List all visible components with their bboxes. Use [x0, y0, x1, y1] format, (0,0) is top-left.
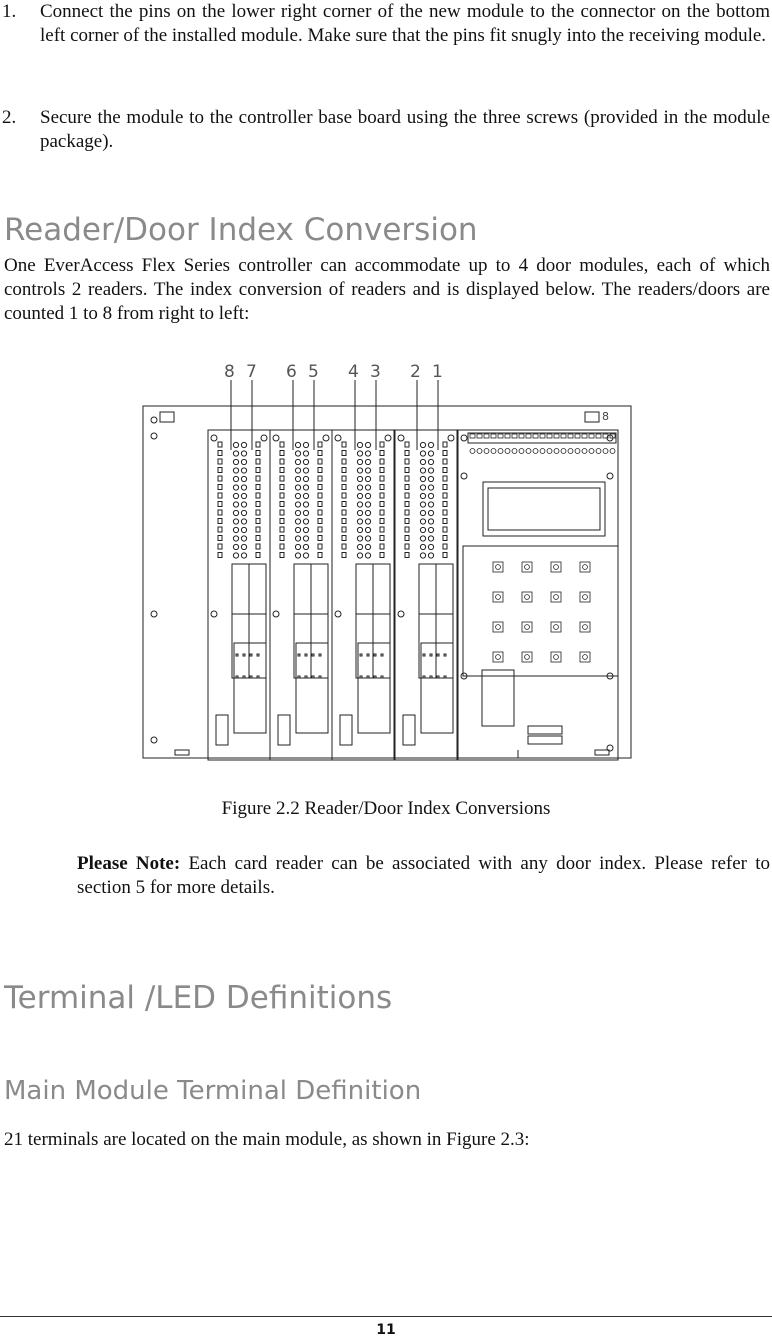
- terminal-led-heading: Terminal /LED Definitions: [4, 980, 393, 1016]
- index-label-7: 7: [246, 362, 257, 382]
- index-label-5: 5: [308, 362, 319, 382]
- main-module-body: 21 terminals are located on the main module, as shown in Figure 2.3:: [4, 1129, 530, 1150]
- step-text: Connect the pins on the lower right corner of the new module to the connector on the bottom left corner of the installed module. Make sure that the pins fit snugly into the receiving module.: [40, 1, 770, 46]
- corner-label: 8: [602, 410, 609, 423]
- step-text: Secure the module to the controller base board using the three screws (provided in the module package).: [40, 107, 770, 152]
- page-number: 11: [376, 1322, 396, 1338]
- step-number: 1.: [2, 1, 17, 22]
- reader-door-body: One EverAccess Flex Series controller can accommodate up to 4 door modules, each of which controls 2 readers. The index conversion of readers and is displayed below. The readers/doors are counted 1 to 8 from right to left:: [4, 255, 770, 324]
- index-label-6: 6: [286, 362, 297, 382]
- please-note: [77, 852, 770, 900]
- step-number: 2.: [2, 107, 17, 128]
- controller-board-diagram: [140, 358, 635, 763]
- footer-rule: [0, 1316, 772, 1317]
- index-label-8: 8: [224, 362, 235, 382]
- index-label-1: 1: [432, 362, 443, 382]
- index-label-4: 4: [348, 362, 359, 382]
- note-label: Please Note:: [77, 853, 181, 874]
- main-module-heading: Main Module Terminal Definition: [4, 1076, 422, 1106]
- figure-caption: Figure 2.2 Reader/Door Index Conversions: [221, 798, 551, 819]
- index-label-2: 2: [410, 362, 421, 382]
- index-label-3: 3: [370, 362, 381, 382]
- note-text: Each card reader can be associated with any door index. Please refer to section 5 for more details.: [77, 853, 770, 898]
- reader-door-heading: Reader/Door Index Conversion: [4, 212, 478, 248]
